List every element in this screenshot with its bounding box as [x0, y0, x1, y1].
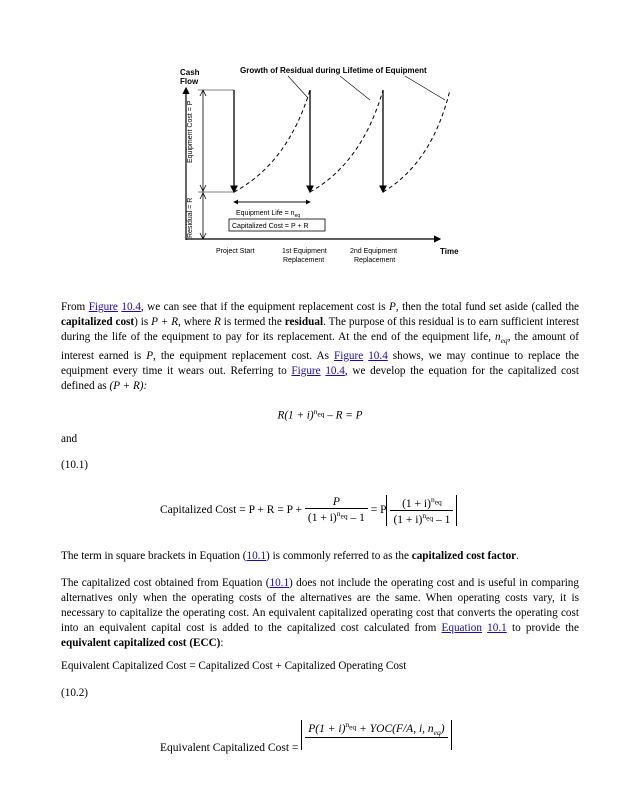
- figure-link-3[interactable]: Figure: [291, 364, 321, 377]
- figure-number-link-2[interactable]: 10.4: [368, 349, 388, 362]
- paragraph-1: From Figure 10.4, we can see that if the equipment replacement cost is P, then the total fund set aside (called the capitalized cost) is P + R, where R is termed the residual. The purpose of this residual is to earn sufficient interest during the life of the equipment to pay for its replacement. At the end of the equipment life, $n_{eq}$, the amount of interest earned is P, the equipment replacement cost. As Figure 10.4 shows, we may continue to replace the equipment every time it wears out. Referring to Figure 10.4, we develop the equation for the capitalized cost defined as (P + R):: [61, 301, 580, 392]
- equation-number-10-2: (10.2): [61, 687, 89, 699]
- x-label-second-1: 2nd Equipment: [350, 248, 398, 255]
- equipment-cost-label: Equipment Cost = P: [187, 100, 194, 163]
- paragraph-3: The capitalized cost obtained from Equation (10.1) does not include the operating cost and is useful in comparing alternatives only when the operating costs of the alternatives are the same. When operating costs vary, it is necessary to capitalize the operating cost. An equivalent capitalized operating cost that converts the operating cost into an equivalent capital cost is added to the capitalized cost calculated from Equation 10.1 to provide the equivalent capitalized cost (ECC):: [61, 577, 579, 650]
- residual-label: Residual = R: [187, 197, 194, 238]
- paragraph-2: The term in square brackets in Equation (10.1) is commonly referred to as the capitalized cost factor.: [61, 550, 519, 562]
- x-label-first-2: Replacement: [283, 257, 325, 264]
- x-label-first-1: 1st Equipment: [282, 248, 327, 255]
- capitalized-cost-box: Capitalized Cost = P + R: [232, 223, 309, 230]
- equation-residual: $R(1 + i)^{n_{eq}} - R = P$: [277, 407, 363, 422]
- x-label-start: Project Start: [216, 248, 255, 255]
- figure-number-link[interactable]: 10.4: [121, 301, 141, 313]
- cash-label: Cash: [180, 68, 200, 77]
- x-label-time: Time: [440, 247, 459, 256]
- equipment-life-label: Equipment Life = $n_{eq}$: [236, 210, 301, 219]
- figure-link[interactable]: Figure: [88, 301, 118, 313]
- equation-link-2[interactable]: 10.1: [269, 577, 290, 589]
- figure-number-link-3[interactable]: 10.4: [325, 364, 345, 377]
- equation-link-3[interactable]: Equation: [441, 622, 482, 635]
- capitalized-cost-figure: [170, 58, 470, 273]
- paragraph-4: Equivalent Capitalized Cost = Capitalized Cost + Capitalized Operating Cost: [61, 660, 407, 672]
- equation-link[interactable]: 10.1: [246, 550, 267, 562]
- equation-number-10-1: (10.1): [61, 459, 89, 471]
- equation-10-2-clip: [0, 716, 635, 754]
- flow-label: Flow: [180, 77, 199, 86]
- figure-title: Growth of Residual during Lifetime of Equipment: [240, 66, 427, 75]
- equation-number-link[interactable]: 10.1: [487, 622, 507, 635]
- equation-10-2: Equivalent Capitalized Cost = $P(1 + i)^{n_{eq}} + YOC(F/A$, i, $n_{eq}$): [160, 720, 490, 750]
- and-text: and: [61, 433, 78, 445]
- figure-link-2[interactable]: Figure: [333, 349, 364, 362]
- x-label-second-2: Replacement: [354, 257, 396, 264]
- equation-10-1: Capitalized Cost = P + R = P + $\frac{P}{(1 + i)^{n_{eq}} - 1}$ = P $\frac{(1 + i)^{n_{eq}}}{(1 + i)^{n_{eq}} - 1}$: [160, 495, 490, 526]
